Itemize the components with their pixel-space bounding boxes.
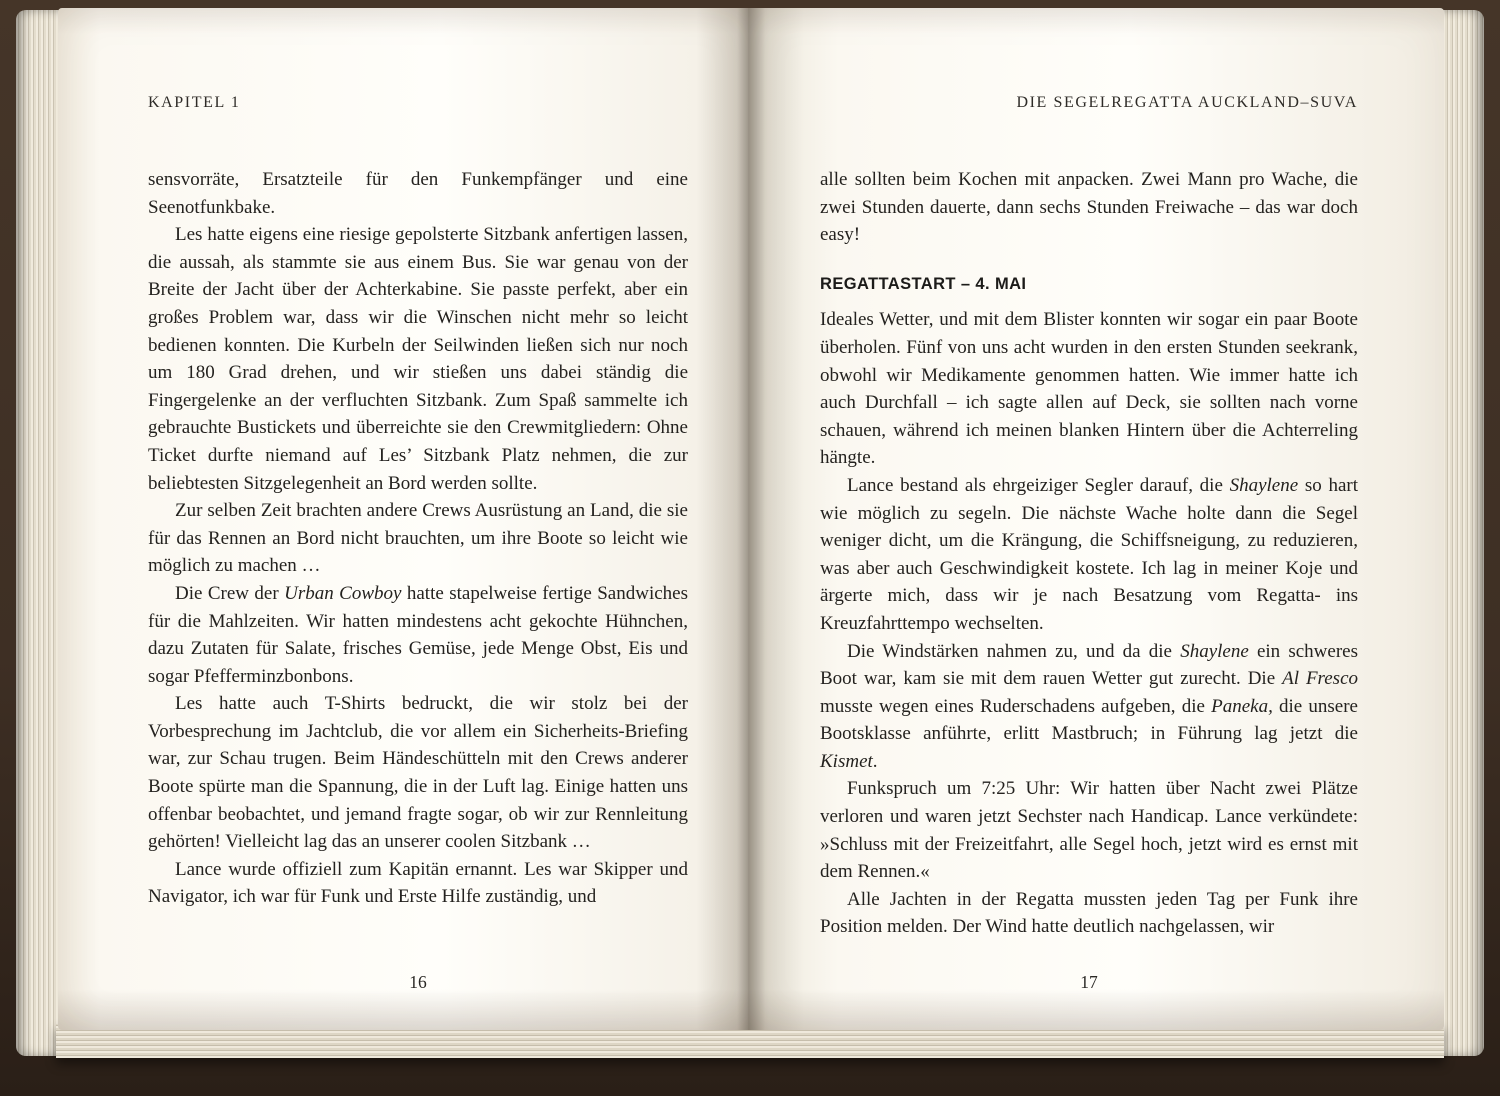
body-text-run: Lance wurde offiziell zum Kapitän ernannt. Les war Skipper und Navigator, ich war für Funk und Erste Hilfe zuständig, und xyxy=(148,858,688,908)
running-head-title: DIE SEGELREGATTA AUCKLAND–SUVA xyxy=(1016,94,1358,111)
body-text-run: . xyxy=(872,750,878,772)
page-number-right: 17 xyxy=(1080,972,1098,992)
body-text-run: Die Windstärken nahmen zu, und da die xyxy=(847,640,1181,662)
body-text-run: Die Crew der xyxy=(175,582,285,604)
running-head-chapter: KAPITEL 1 xyxy=(148,94,241,111)
paragraph xyxy=(820,638,1358,776)
body-text-run: Zur selben Zeit brachten andere Crews Ausrüstung an Land, die sie für das Rennen an Bord nicht brauchten, um ihre Boote so leicht wie möglich zu machen … xyxy=(148,500,688,577)
italic-text: Kismet xyxy=(820,750,873,772)
body-text-run: Funkspruch um 7:25 Uhr: Wir hatten über Nacht zwei Plätze verloren und waren jetzt Sechster nach Handicap. Lance verkündete: »Schluss mit der Freizeitfahrt, alle Segel hoch, jetzt wird es ernst mit dem Rennen.« xyxy=(820,778,1358,883)
right-page xyxy=(748,8,1444,1030)
body-text-run: hatte stapelweise fertige Sandwiches für die Mahlzeiten. Wir hatten mindestens acht gekochte Hühnchen, dazu Zutaten für Salate, frisches Gemüse, jede Menge Obst, Eis und sogar Pfefferminzbonbons. xyxy=(148,582,688,687)
paragraph xyxy=(820,886,1358,941)
page-edge-stack-left xyxy=(16,10,60,1056)
body-text-run: Alle Jachten in der Regatta mussten jeden Tag per Funk ihre Position melden. Der Wind hatte deutlich nachgelassen, wir xyxy=(820,888,1358,938)
body-text-run: die unsere Bootsklasse anführte, erlitt Mastbruch; in Führung lag jetzt die xyxy=(820,695,1358,745)
body-text-run: alle sollten beim Kochen mit anpacken. Zwei Mann pro Wache, die zwei Stunden dauerte, dann sechs Stunden Freiwache – das war doch easy! xyxy=(820,169,1358,246)
paragraph xyxy=(148,166,688,221)
paragraph xyxy=(820,306,1358,472)
paragraph xyxy=(148,221,688,497)
paragraph xyxy=(148,690,688,856)
page-text-left xyxy=(148,166,688,911)
body-text-run: so hart wie möglich zu segeln. Die nächste Wache holte dann die Segel weniger dicht, um die Krängung, die Schiffsneigung, zu reduzieren, was aber auch Geschwindigkeit kostete. Ich lag in meiner Koje und ärgerte mich, dass wir je nach Besatzung vom Regatta- ins Kreuzfahrttempo wechselten. xyxy=(820,474,1358,634)
body-text-run: Lance bestand als ehrgeiziger Segler darauf, die xyxy=(847,474,1230,496)
italic-text: Shaylene xyxy=(1229,474,1299,496)
paragraph xyxy=(820,775,1358,885)
body-text-run: ein schweres Boot war, kam sie mit dem rauen Wetter gut zurecht. Die xyxy=(820,640,1358,690)
body-text-run: Les hatte auch T-Shirts bedruckt, die wir stolz bei der Vorbesprechung im Jachtclub, die vor allem ein Sicherheits-Briefing war, zur Schau trugen. Beim Händeschütteln mit den Crews anderer Boote spürte man die Spannung, die in der Luft lag. Einige hatten uns offenbar beobachtet, und jemand fragte sogar, ob wir zur Rennleitung gehörten! Vielleicht lag das an unserer coolen Sitzbank … xyxy=(148,693,688,853)
body-text-run: Les hatte eigens eine riesige gepolsterte Sitzbank anfertigen lassen, die aussah, als stammte sie aus einem Bus. Sie war genau von der Breite der Jacht über der Achterkabine. Sie passte perfekt, aber ein großes Problem war, dass wir die Winschen nicht mehr so leicht bedienen konnten. Die Kurbeln der Seilwinden ließen sich nur noch um 180 Grad drehen, und wir stießen uns dabei ständig die Fingergelenke an der verfluchten Sitzbank. Zum Spaß sammelte ich gebrauchte Bustickets und überreichte sie den Crewmitgliedern: Ohne Ticket durfte niemand auf Les’ Sitzbank Platz nehmen, die zur beliebtesten Sitzgelegenheit an Bord werden sollte. xyxy=(148,224,688,494)
paragraph xyxy=(820,166,1358,249)
body-text-run: sensvorräte, Ersatzteile für den Funkempfänger und eine Seenotfunkbake. xyxy=(148,169,688,218)
section-heading: REGATTASTART – 4. MAI xyxy=(820,274,1027,293)
left-page xyxy=(58,8,752,1030)
italic-text: Paneka, xyxy=(1211,695,1273,717)
paragraph xyxy=(148,580,688,690)
italic-text: Urban Cowboy xyxy=(284,582,402,604)
page-edge-stack-right xyxy=(1440,10,1484,1056)
page-text-right xyxy=(820,166,1358,941)
page-number-left: 16 xyxy=(409,972,427,992)
body-text-run: musste wegen eines Ruderschadens aufgeben, die xyxy=(820,695,1212,717)
paragraph xyxy=(148,497,688,580)
paragraph xyxy=(148,856,688,911)
body-text-run: Ideales Wetter, und mit dem Blister konnten wir sogar ein paar Boote überholen. Fünf von uns acht wurden in den ersten Stunden seekrank, obwohl wir Medikamente genommen hatten. Wie immer hatte ich auch Durchfall – ich sagte allen auf Deck, sie sollten nach vorne schauen, während ich meinen blanken Hintern über die Achterreling hängte. xyxy=(820,309,1358,469)
paragraph xyxy=(820,472,1358,638)
italic-text: Shaylene xyxy=(1180,640,1249,662)
italic-text: Al Fresco xyxy=(1282,668,1358,690)
